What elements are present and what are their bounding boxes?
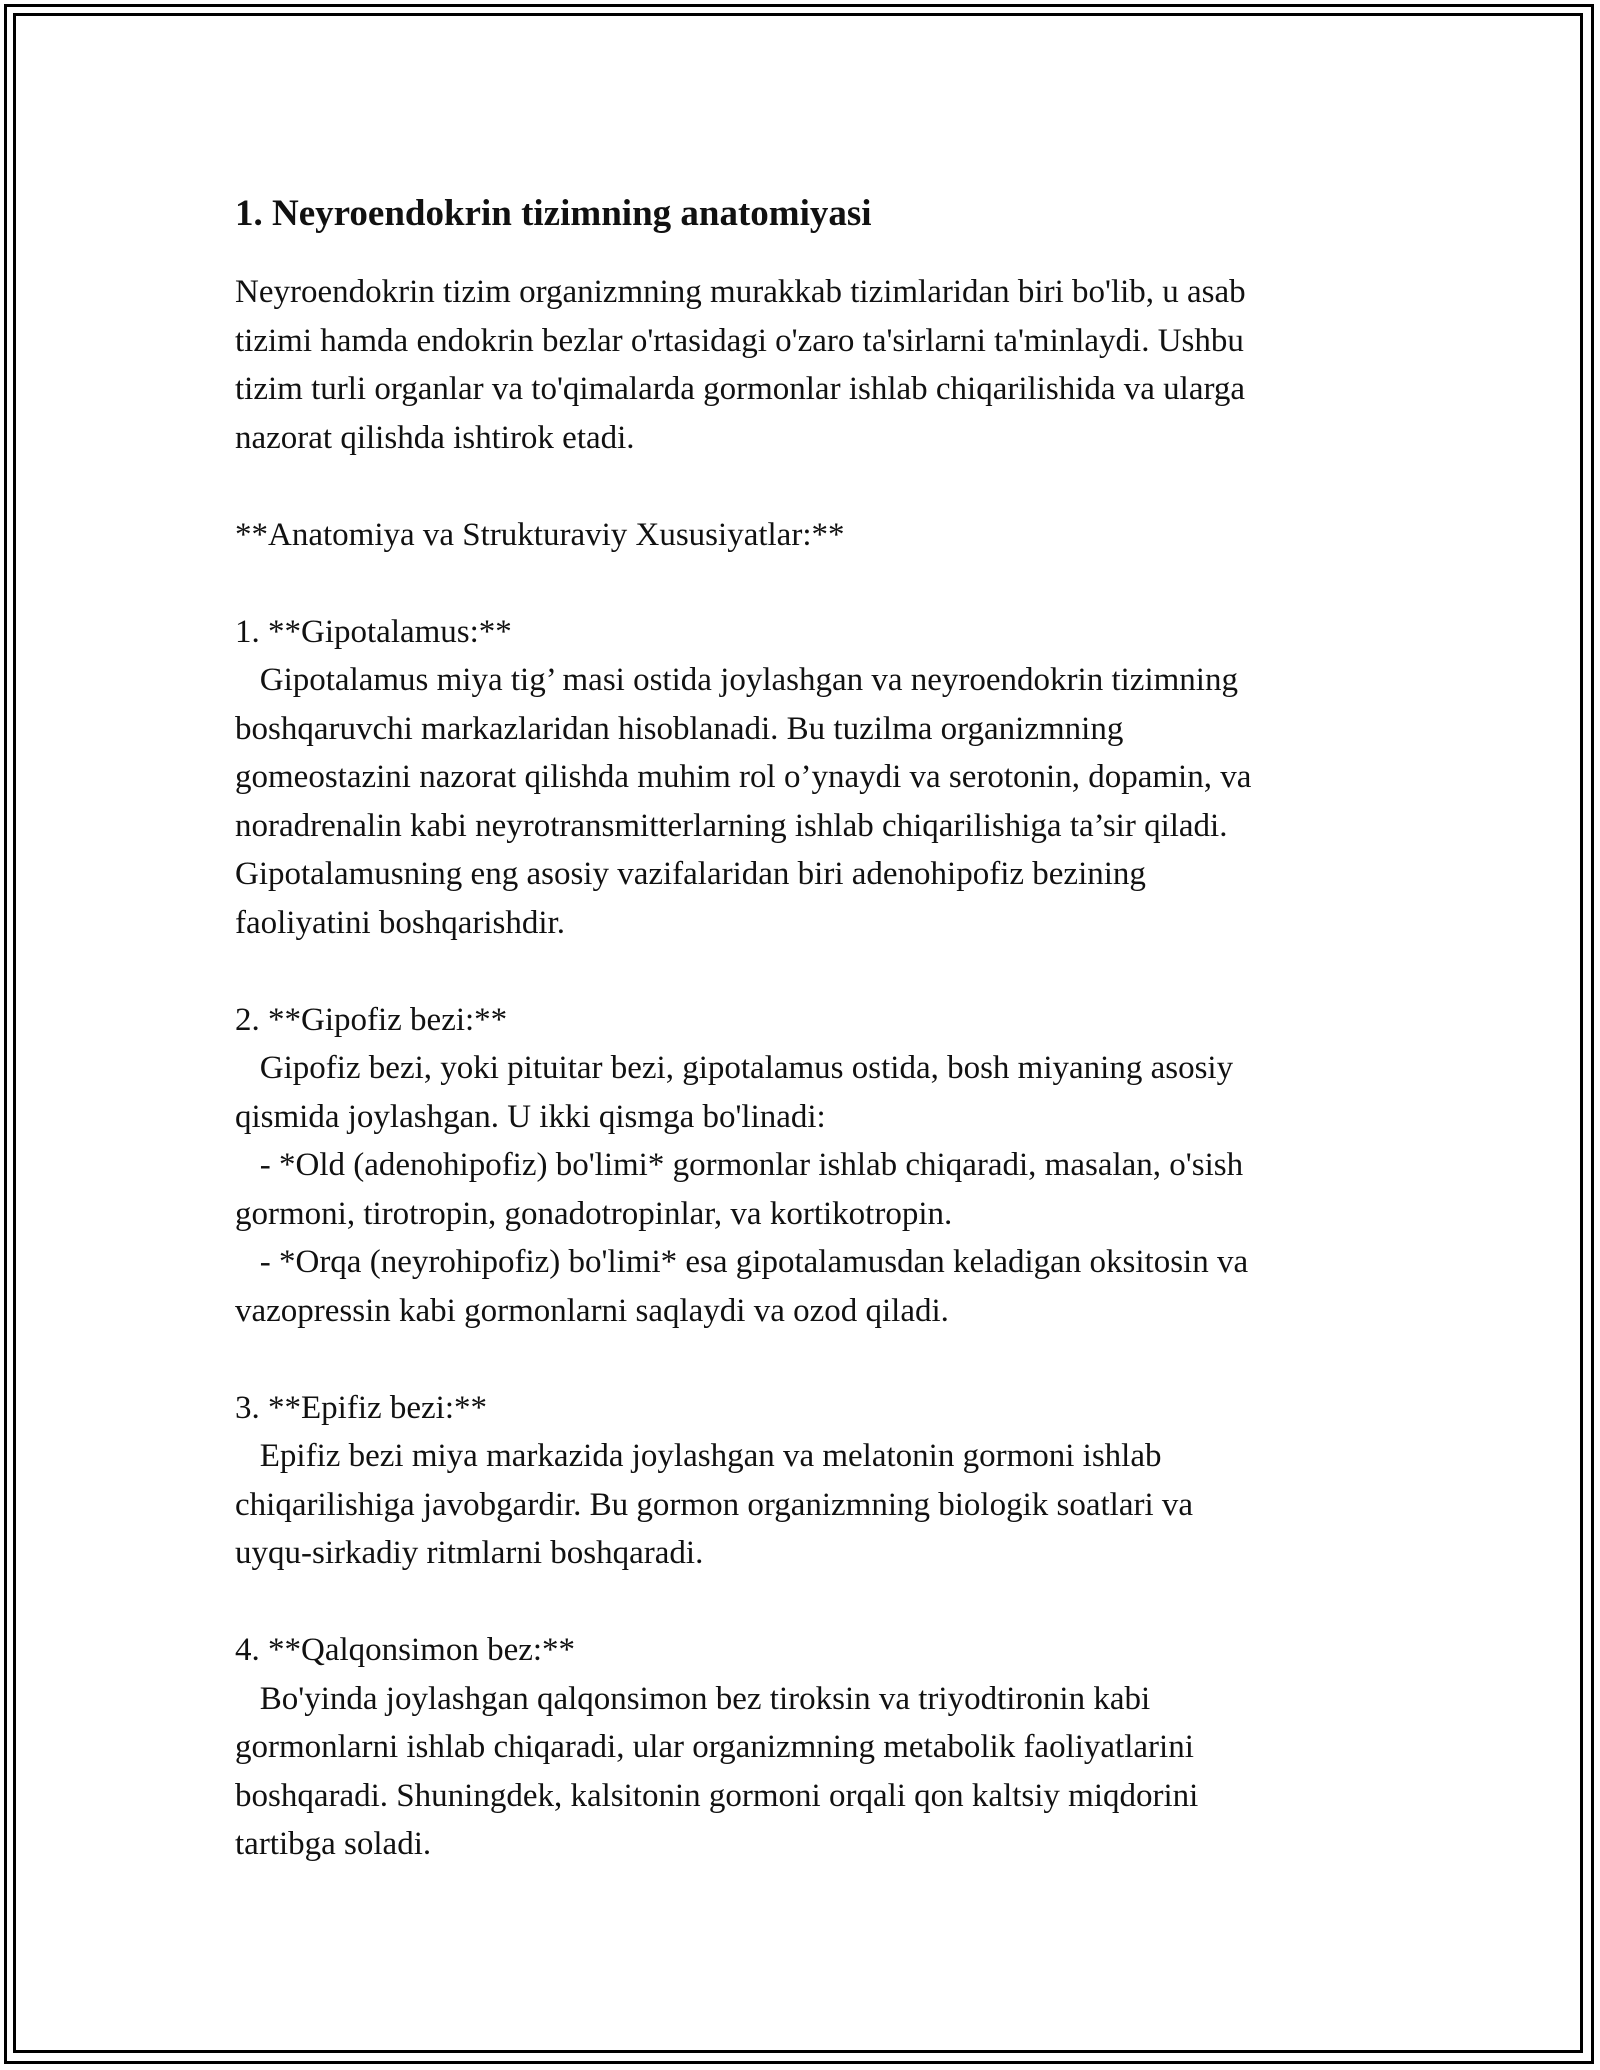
text-line: Gipotalamusning eng asosiy vazifalaridan biri adenohipofiz bezining [235,856,1146,892]
text-line: chiqarilishiga javobgardir. Bu gormon organizmning biologik soatlari va [235,1486,1194,1523]
text-line: Epifiz bezi miya markazida joylashgan va melatonin gormoni ishlab [235,1438,1162,1474]
intro-paragraph [235,268,1375,608]
list-item-gipofiz [235,996,1375,1384]
list-item-gipotalamus [235,608,1375,996]
text-line: tizim turli organlar va to'qimalarda gormonlar ishlab chiqarilishida va ularga [235,371,1246,407]
text-line: nazorat qilishda ishtirok etadi. [235,419,635,456]
text-line: tartibga soladi. [235,1826,432,1862]
text-line: Gipotalamus miya tig’ masi ostida joylashgan va neyroendokrin tizimning [235,662,1238,698]
text-line: faoliyatini boshqarishdir. [235,904,565,941]
text-line: gormonlarni ishlab chiqaradi, ular organizmning metabolik faoliyatlarini [235,1729,1194,1765]
paragraph-gap [235,1578,1375,1627]
text-line: vazopressin kabi gormonlarni saqlaydi va ozod qiladi. [235,1292,949,1329]
paragraph-gap [235,1335,1375,1384]
text-line: boshqaruvchi markazlaridan hisoblanadi. Bu tuzilma organizmning [235,710,1124,747]
paragraph-gap [235,947,1375,996]
list-item-epifiz [235,1384,1375,1627]
text-line: Neyroendokrin tizim organizmning murakkab tizimlaridan biri bo'lib, u asab [235,274,1246,310]
text-line: - *Orqa (neyrohipofiz) bo'limi* esa gipotalamusdan keladigan oksitosin va [235,1244,1249,1280]
list-item-qalqonsimon [235,1626,1375,1869]
item-heading: 4. **Qalqonsimon bez:** [235,1632,576,1668]
text-line: uyqu-sirkadiy ritmlarni boshqaradi. [235,1535,704,1571]
text-line: boshqaradi. Shuningdek, kalsitonin gormoni orqali qon kaltsiy miqdorini [235,1777,1199,1814]
item-heading: 3. **Epifiz bezi:** [235,1389,488,1426]
document-title: 1. Neyroendokrin tizimning anatomiyasi [235,193,872,234]
text-line: Bo'yinda joylashgan qalqonsimon bez tiroksin va triyodtironin kabi [235,1680,1151,1717]
text-line: noradrenalin kabi neyrotransmitterlarning ishlab chiqarilishiga ta’sir qiladi. [235,807,1228,844]
item-heading: 2. **Gipofiz bezi:** [235,1001,508,1038]
text-line: gomeostazini nazorat qilishda muhim rol o’ynaydi va serotonin, dopamin, va [235,759,1252,795]
text-line: - *Old (adenohipofiz) bo'limi* gormonlar ishlab chiqaradi, masalan, o'sish [235,1147,1244,1183]
item-heading: 1. **Gipotalamus:** [235,613,512,650]
paragraph-gap [235,559,1375,608]
text-line: gormoni, tirotropin, gonadotropinlar, va kortikotropin. [235,1195,953,1232]
text-line: qismida joylashgan. U ikki qismga bo'linadi: [235,1098,826,1135]
text-line: tizimi hamda endokrin bezlar o'rtasidagi o'zaro ta'sirlarni ta'minlaydi. Ushbu [235,322,1244,359]
text-line: Gipofiz bezi, yoki pituitar bezi, gipotalamus ostida, bosh miyaning asosiy [235,1050,1234,1086]
section-heading: **Anatomiya va Strukturaviy Xususiyatlar:** [235,516,845,553]
document-body [235,190,1375,1869]
paragraph-gap [235,462,1375,511]
